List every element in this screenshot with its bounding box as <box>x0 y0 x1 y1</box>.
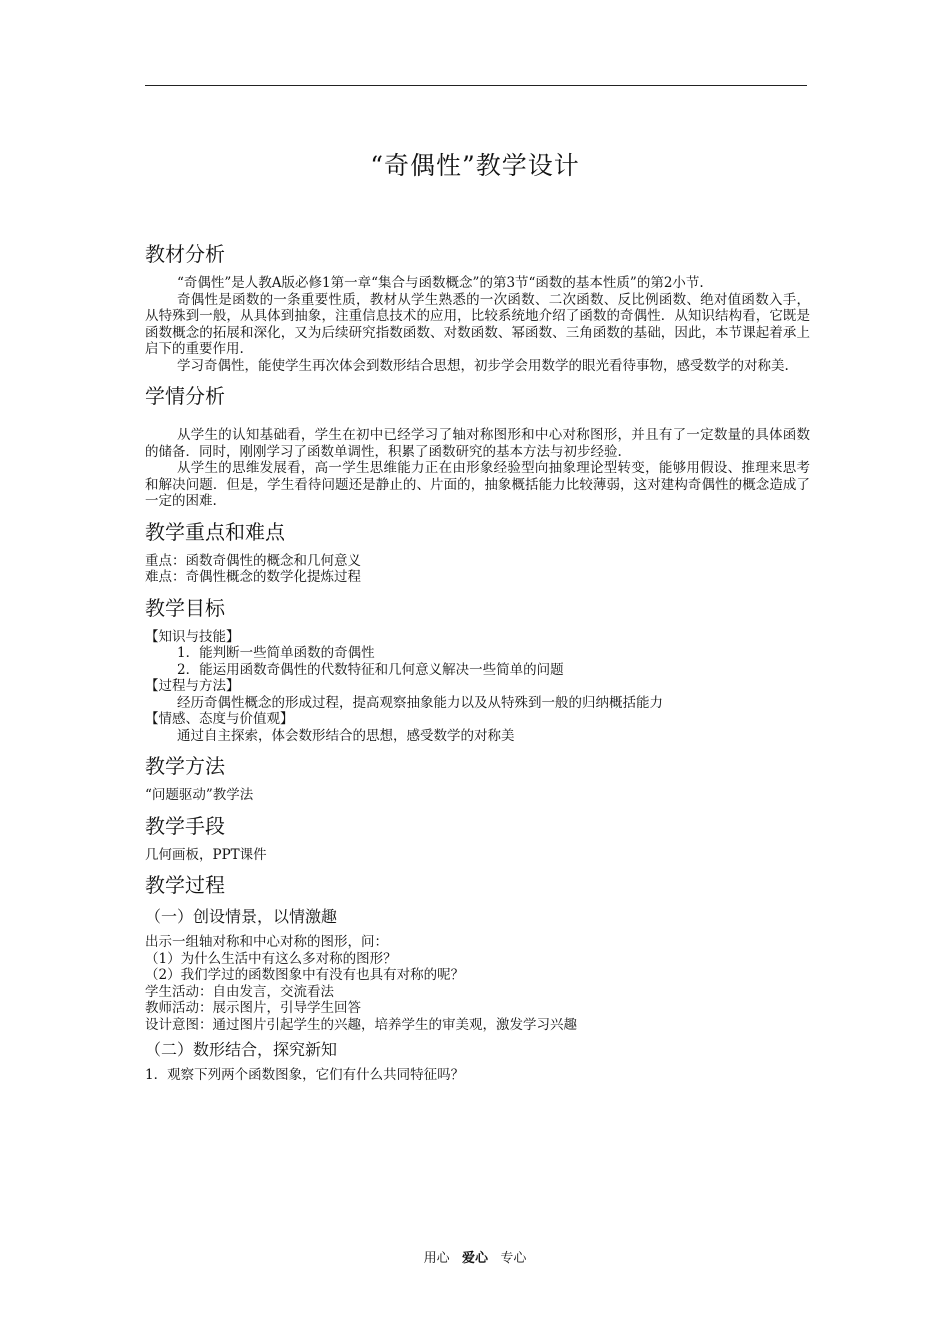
paragraph: 几何画板，PPT课件 <box>145 846 267 863</box>
paragraph: 设计意图：通过图片引起学生的兴趣，培养学生的审美观，激发学习兴趣 <box>145 1016 577 1033</box>
paragraph: 从学生的认知基础看，学生在初中已经学习了轴对称图形和中心对称图形，并且有了一定数量的具体函数的储备．同时，刚刚学习了函数单调性，积累了函数研究的基本方法与初步经验. <box>145 427 810 460</box>
footer-text: 用心 <box>423 1251 450 1266</box>
paragraph: “问题驱动”教学法 <box>145 787 254 803</box>
paragraph: 教师活动：展示图片，引导学生回答 <box>145 1000 361 1016</box>
document-title: “奇偶性”教学设计 <box>370 151 580 180</box>
section-material-analysis <box>145 240 810 374</box>
footer-text: 专心 <box>500 1251 527 1266</box>
section-heading: 教材分析 <box>145 242 225 266</box>
section-objectives <box>145 594 810 745</box>
objective-item: 通过自主探索，体会数形结合的思想，感受数学的对称美 <box>177 727 515 744</box>
objective-category: 【过程与方法】 <box>145 678 240 694</box>
paragraph: “奇偶性”是人教A版必修1第一章“集合与函数概念”的第3节“函数的基本性质”的第2小节. <box>177 275 704 291</box>
key-point-line: 重点：函数奇偶性的概念和几何意义 <box>145 552 361 569</box>
paragraph: （1）为什么生活中有这么多对称的图形？ <box>145 950 397 967</box>
objective-category: 【情感、态度与价值观】 <box>145 711 294 727</box>
section-heading: 教学过程 <box>145 873 225 897</box>
footer-text: 爱心 <box>461 1251 488 1266</box>
paragraph: 奇偶性是函数的一条重要性质，教材从学生熟悉的一次函数、二次函数、反比例函数、绝对值函数入手，从特殊到一般，从具体到抽象，注重信息技术的应用，比较系统地介绍了函数的奇偶性．从知识结构看，它既是函数概念的拓展和深化，又为后续研究指数函数、对数函数、幂函数、三角函数的基础，因此，本节课起着承上启下的重要作用. <box>145 291 810 357</box>
section-heading: 教学重点和难点 <box>145 519 285 544</box>
paragraph: 从学生的思维发展看，高一学生思维能力正在由形象经验型向抽象理论型转变，能够用假设、推理来思考和解决问题．但是，学生看待问题还是静止的、片面的，抽象概括能力比较薄弱，这对建构奇偶性的概念造成了一定的困难. <box>145 460 810 509</box>
section-heading: 学情分析 <box>145 384 225 408</box>
paragraph: 出示一组轴对称和中心对称的图形，问： <box>145 934 388 950</box>
section-process <box>145 871 810 1084</box>
document-body <box>145 240 810 1092</box>
section-student-analysis <box>145 382 810 510</box>
subsection-heading: （二）数形结合，探究新知 <box>145 1040 338 1059</box>
section-heading: 教学方法 <box>145 754 225 778</box>
section-heading: 教学手段 <box>145 813 225 838</box>
objective-item: 经历奇偶性概念的形成过程，提高观察抽象能力以及从特殊到一般的归纳概括能力 <box>177 694 663 711</box>
section-key-points <box>145 518 810 586</box>
header-rule <box>145 85 807 86</box>
section-method <box>145 752 810 804</box>
objective-category: 【知识与技能】 <box>145 628 240 645</box>
paragraph: 学习奇偶性，能使学生再次体会到数形结合思想，初步学会用数学的眼光看待事物，感受数学的对称美. <box>177 357 789 374</box>
page-footer <box>0 1247 950 1266</box>
section-means <box>145 812 810 864</box>
objective-item: 1．能判断一些简单函数的奇偶性 <box>177 645 375 661</box>
paragraph: 1．观察下列两个函数图象，它们有什么共同特征吗？ <box>145 1067 465 1083</box>
paragraph: （2）我们学过的函数图象中有没有也具有对称的呢？ <box>145 967 465 983</box>
subsection-heading: （一）创设情景，以情激趣 <box>145 907 338 926</box>
objective-item: 2．能运用函数奇偶性的代数特征和几何意义解决一些简单的问题 <box>177 661 564 678</box>
paragraph: 学生活动：自由发言，交流看法 <box>145 983 334 1000</box>
difficulty-line: 难点：奇偶性概念的数学化提炼过程 <box>145 569 361 585</box>
section-heading: 教学目标 <box>145 595 225 620</box>
